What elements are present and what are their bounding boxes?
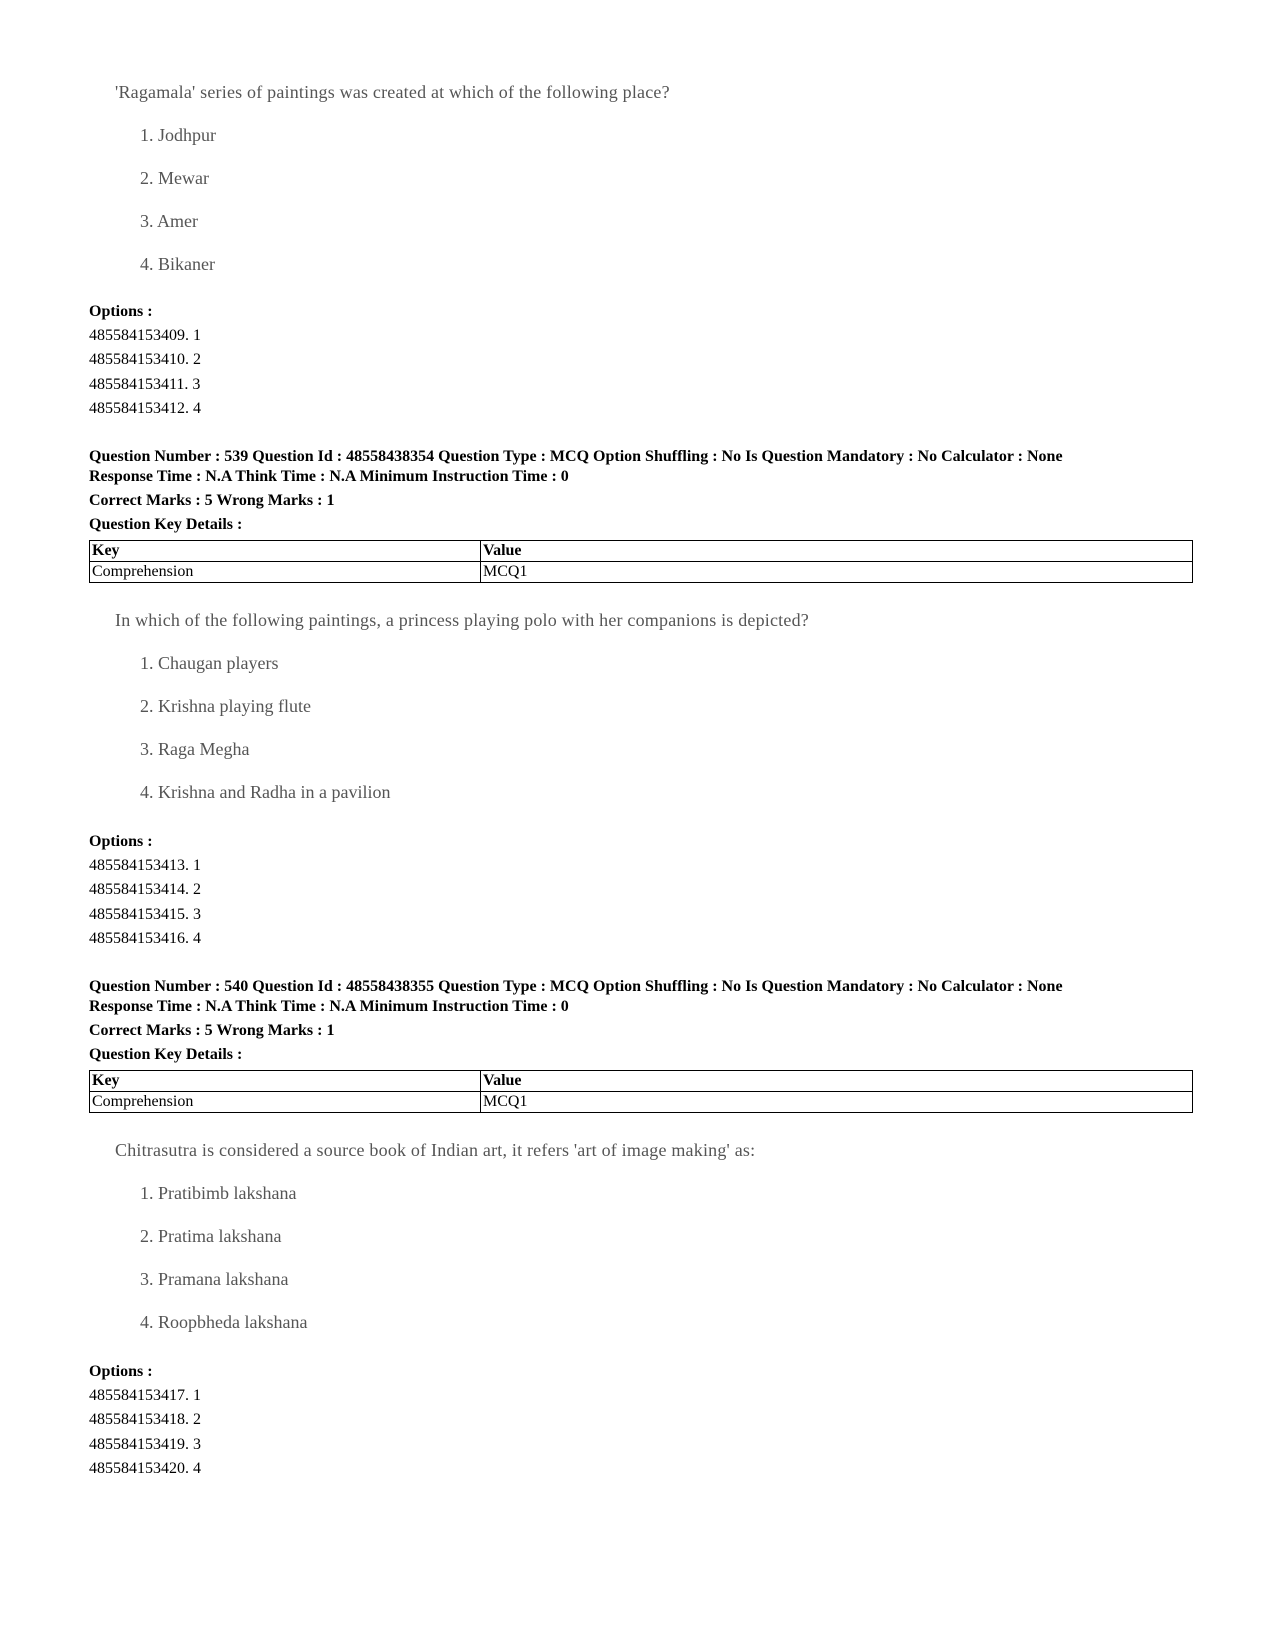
question-stem: 'Ragamala' series of paintings was created at which of the following place? [115, 82, 670, 102]
option-id: 485584153411. 3 [89, 375, 201, 393]
marks-line: Correct Marks : 5 Wrong Marks : 1 [89, 492, 335, 509]
options-block [89, 300, 201, 421]
choice-1: 1. Chaugan players [140, 653, 279, 673]
question-meta-line: Question Number : 540 Question Id : 48558438355 Question Type : MCQ Option Shuffling : No Is Question Mandatory : No Calculator : None [89, 978, 1063, 995]
choice-2: 2. Pratima lakshana [140, 1226, 282, 1246]
table-header-cell: Key [90, 541, 481, 562]
option-id: 485584153418. 2 [89, 1411, 201, 1429]
question-timing-line: Response Time : N.A Think Time : N.A Minimum Instruction Time : 0 [89, 998, 569, 1015]
options-heading: Options : [89, 1363, 153, 1380]
key-details-table [89, 540, 1193, 583]
choice-3: 3. Raga Megha [140, 739, 250, 759]
table-header-cell: Value [481, 1071, 1193, 1092]
option-id: 485584153414. 2 [89, 881, 201, 899]
option-id: 485584153413. 1 [89, 857, 201, 874]
table-header-row [90, 1071, 1193, 1092]
choice-1: 1. Jodhpur [140, 125, 216, 145]
question-stem: In which of the following paintings, a princess playing polo with her companions is depicted? [115, 610, 809, 630]
key-details-heading: Question Key Details : [89, 1046, 243, 1063]
choice-4: 4. Roopbheda lakshana [140, 1312, 308, 1332]
question-meta-line: Question Number : 539 Question Id : 48558438354 Question Type : MCQ Option Shuffling : No Is Question Mandatory : No Calculator : None [89, 448, 1063, 465]
table-header-cell: Value [481, 541, 1193, 562]
options-heading: Options : [89, 303, 153, 320]
choice-4: 4. Bikaner [140, 254, 215, 274]
question-meta [89, 977, 1199, 1065]
option-id: 485584153409. 1 [89, 327, 201, 344]
table-header-cell: Key [90, 1071, 481, 1092]
choice-2: 2. Mewar [140, 168, 209, 188]
table-cell: MCQ1 [481, 562, 1193, 583]
option-id: 485584153419. 3 [89, 1435, 201, 1453]
option-id: 485584153417. 1 [89, 1387, 201, 1404]
option-id: 485584153420. 4 [89, 1459, 201, 1477]
key-details-heading: Question Key Details : [89, 516, 243, 533]
option-id: 485584153410. 2 [89, 351, 201, 369]
option-id: 485584153415. 3 [89, 905, 201, 923]
table-cell: Comprehension [90, 562, 481, 583]
choice-3: 3. Pramana lakshana [140, 1269, 289, 1289]
question-timing-line: Response Time : N.A Think Time : N.A Minimum Instruction Time : 0 [89, 468, 569, 485]
options-heading: Options : [89, 833, 153, 850]
question-stem: Chitrasutra is considered a source book of Indian art, it refers 'art of image making' as: [115, 1140, 756, 1160]
table-row [90, 1092, 1193, 1113]
option-id: 485584153412. 4 [89, 399, 201, 417]
table-cell: MCQ1 [481, 1092, 1193, 1113]
marks-line: Correct Marks : 5 Wrong Marks : 1 [89, 1022, 335, 1039]
option-id: 485584153416. 4 [89, 929, 201, 947]
choice-4: 4. Krishna and Radha in a pavilion [140, 782, 391, 802]
options-block [89, 1360, 201, 1481]
table-header-row [90, 541, 1193, 562]
choice-1: 1. Pratibimb lakshana [140, 1183, 297, 1203]
choice-3: 3. Amer [140, 211, 198, 231]
question-meta [89, 447, 1199, 535]
table-row [90, 562, 1193, 583]
key-details-table [89, 1070, 1193, 1113]
choice-2: 2. Krishna playing flute [140, 696, 311, 716]
options-block [89, 830, 201, 951]
table-cell: Comprehension [90, 1092, 481, 1113]
